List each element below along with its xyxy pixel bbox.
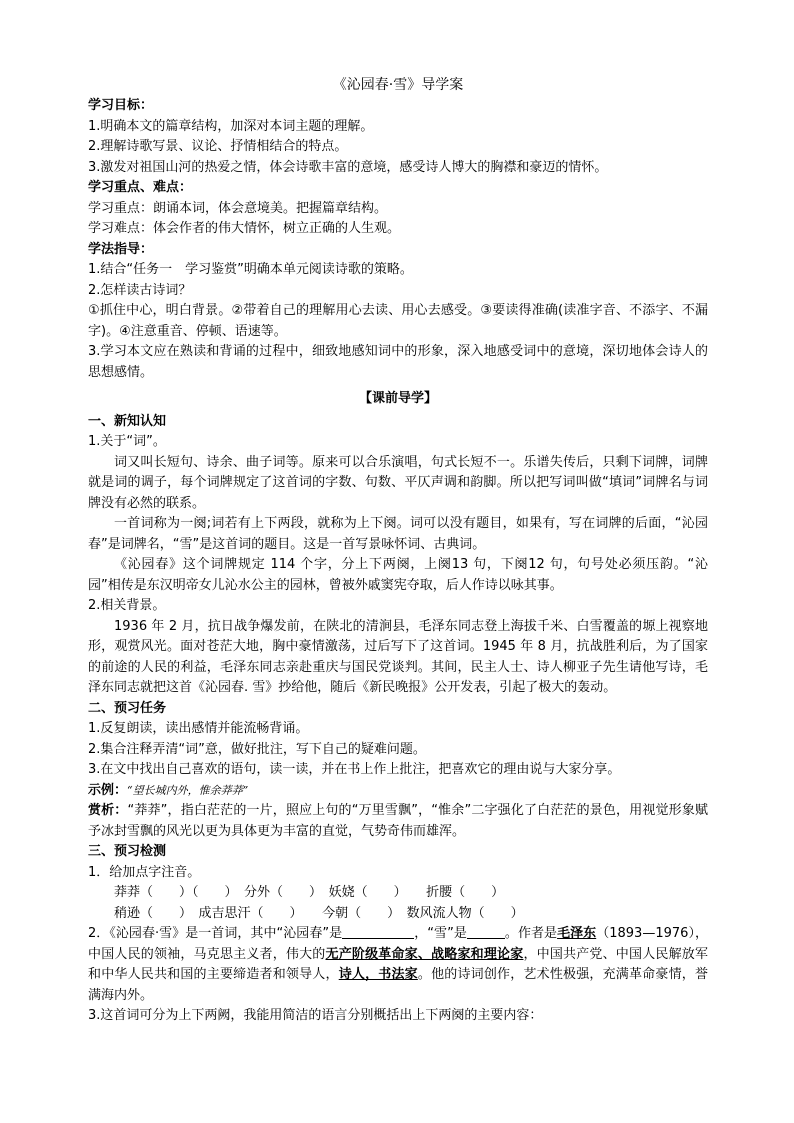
q2-text: ，中国共产党、中国人民解放军和中华人民共和国的主要缔造者和领导人， (88, 946, 708, 982)
pinyin-row (88, 883, 708, 904)
q2-text: ，“雪”是 (414, 926, 467, 941)
example-line (88, 781, 708, 802)
q2-text: 2．《沁园春·雪》是一首词，其中“沁园春”是 (88, 926, 343, 941)
method-item: 2.怎样读古诗词？ (88, 282, 192, 298)
task-item: 2.集合注释弄清“词”意，做好批注，写下自己的疑难问题。 (88, 741, 426, 757)
goals-heading: 学习目标： (88, 98, 154, 113)
q2-text: 。作者是 (504, 926, 558, 941)
appreciation-text: “莽莽”，指白茫茫的一片，照应上句的“万里雪飘”，“惟余”二字强化了白茫茫的景色，用视觉形象赋予冰封雪飘的风光以更为具体更为丰富的直觉，气势奇伟而雄浑。 (88, 803, 708, 839)
pinyin-row (88, 904, 708, 925)
goal-item: 2.理解诗歌写景、议论、抒情相结合的特点。 (88, 139, 348, 154)
pinyin-item: 分外（ ） (244, 885, 316, 900)
question-1: 1．给加点字注音。 (88, 864, 201, 880)
key-points-heading: 学习重点、难点： (88, 180, 193, 195)
question-3: 3.这首词可分为上下两阙，我能用简洁的语言分别概括出上下两阕的主要内容： (88, 1008, 543, 1023)
pinyin-item: 莽莽（ ）（ ） (114, 885, 232, 900)
section-heading: 一、新知认知 (88, 413, 167, 429)
goal-item: 1.明确本文的篇章结构，加深对本词主题的理解。 (88, 118, 374, 134)
paragraph: 一首词称为一阕;词若有上下两段，就称为上下阕。词可以没有题目，如果有，写在词牌的后面，“沁园春”是词牌名，“雪”是这首词的题目。这是一首写景咏怀词、古典词。 (88, 516, 708, 552)
task-item: 1.反复朗读，读出感情并能流畅背诵。 (88, 721, 309, 736)
background-paragraph: 1936 年 2 月，抗日战争爆发前，在陕北的清涧县，毛泽东同志登上海拔千米、白雪覆盖的塬上视察地形，观赏风光。面对苍茫大地，胸中豪情激荡，过后写下了这首词。1945 年 8 月，抗战胜利后，为了国家的前途的人民的利益，毛泽东同志亲赴重庆与国民党谈判。其间，民主人士、诗人柳亚子先生请他写诗，毛泽东同志就把这首《沁园春. 雪》抄给他，随后《新民晚报》公开发表，引起了极大的轰动。 (88, 618, 708, 695)
subsection-heading: 2.相关背景。 (88, 598, 166, 613)
appreciation-label: 赏析： (88, 803, 128, 818)
page-title: 《沁园春·雪》导学案 (332, 77, 464, 93)
method-item: 3.学习本文应在熟读和背诵的过程中，细致地感知词中的形象，深入地感受词中的意境，深切地体会诗人的思想感情。 (88, 344, 708, 380)
q2-answer: 诗人，书法家 (338, 967, 418, 982)
pinyin-item: 成吉思汗（ ） (198, 905, 297, 921)
section-heading: 二、预习任务 (88, 700, 167, 716)
q2-text: 。他的诗词创作，艺术性极强，充满革命豪情，誉满海内外。 (88, 967, 708, 1003)
pinyin-item: 数风流人物（ ） (406, 905, 524, 921)
method-item: 1.结合“任务一 学习鉴赏”明确本单元阅读诗歌的策略。 (88, 262, 413, 277)
pinyin-item: 稍逊（ ） (114, 905, 186, 921)
task-item: 3.在文中找出自己喜欢的语句，读一读，并在书上作上批注，把喜欢它的理由说与大家分享。 (88, 762, 621, 777)
method-item: ①抓住中心，明白背景。②带着自己的理解用心去读、用心去感受。③要读得准确(读准字音、不添字、不漏字)。④注意重音、停顿、语速等。 (88, 303, 708, 339)
paragraph: 词又叫长短句、诗余、曲子词等。原来可以合乐演唱，句式长短不一。乐谱失传后，只剩下词牌，词牌就是词的调子，每个词牌规定了这首词的字数、句数、平仄声调和韵脚。所以把写词叫做“填词”词牌名与词牌没有必然的联系。 (88, 454, 708, 511)
goal-item: 3.激发对祖国山河的热爱之情，体会诗歌丰富的意境，感受诗人博大的胸襟和豪迈的情怀。 (88, 159, 608, 175)
key-point-item: 学习重点：朗诵本词，体会意境美。把握篇章结构。 (88, 200, 388, 216)
answer-blank[interactable] (467, 924, 505, 939)
example-label: 示例： (88, 782, 128, 798)
q2-answer: 毛泽东 (557, 926, 597, 941)
preview-heading: 【课前导学】 (358, 391, 437, 406)
section-heading: 三、预习检测 (88, 844, 167, 859)
answer-blank[interactable] (342, 924, 414, 939)
appreciation-paragraph (88, 801, 708, 842)
pinyin-item: 今朝（ ） (322, 905, 394, 921)
subsection-heading: 1.关于“词”。 (88, 434, 166, 449)
example-text: “望长城内外，惟余莽莽” (127, 783, 249, 797)
pinyin-item: 妖娆（ ） (328, 885, 401, 900)
key-point-item: 学习难点：体会作者的伟大情怀，树立正确的人生观。 (88, 221, 401, 236)
document-page (88, 76, 708, 1027)
q2-answer: 无产阶级革命家、战略家和理论家 (325, 946, 524, 962)
q2-text: （1893—1976），中国人民的领袖，马克思主义者，伟大的 (88, 926, 708, 962)
paragraph: 《沁园春》这个词牌规定 114 个字，分上下两阕，上阕13 句，下阕12 句，句号处必须压韵。“沁园”相传是东汉明帝女儿沁水公主的园林，曾被外戚窦宪夺取，后人作诗以咏其事。 (88, 557, 708, 593)
method-heading: 学法指导： (88, 241, 154, 257)
question-2 (88, 924, 708, 1006)
pinyin-item: 折腰（ ） (426, 885, 505, 900)
